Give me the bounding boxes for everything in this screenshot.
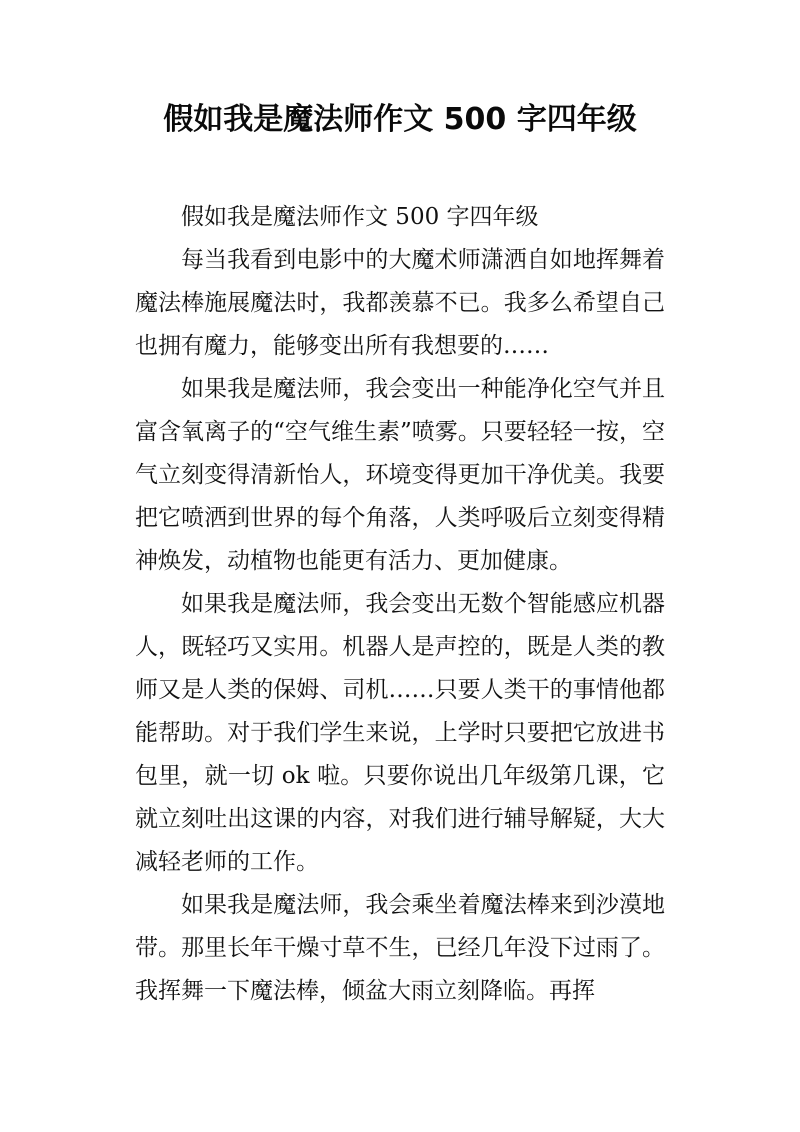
document-title: 假如我是魔法师作文 500 字四年级 [163, 102, 637, 137]
paragraph-robots: 如果我是魔法师，我会变出无数个智能感应机器人，既轻巧又实用。机器人是声控的，既是人类的教师又是人类的保姆、司机……只要人类干的事情他都能帮助。对于我们学生来说，上学时只要把它放进书包里，就一切 ok 啦。只要你说出几年级第几课，它就立刻吐出这课的内容，对我们进行辅导解疑，大大减轻老师的工作。 [135, 591, 665, 875]
paragraph-air-vitamin: 如果我是魔法师，我会变出一种能净化空气并且富含氧离子的“空气维生素”喷雾。只要轻轻一按，空气立刻变得清新怡人，环境变得更加干净优美。我要把它喷洒到世界的每个角落，人类呼吸后立刻变得精神焕发，动植物也能更有活力、更加健康。 [135, 376, 665, 574]
paragraph-intro: 每当我看到电影中的大魔术师潇洒自如地挥舞着魔法棒施展魔法时，我都羡慕不已。我多么希望自己也拥有魔力，能够变出所有我想要的…… [135, 247, 665, 359]
paragraph-subtitle: 假如我是魔法师作文 500 字四年级 [181, 204, 539, 230]
paragraph-desert: 如果我是魔法师，我会乘坐着魔法棒来到沙漠地带。那里长年干燥寸草不生，已经几年没下过雨了。我挥舞一下魔法棒，倾盆大雨立刻降临。再挥 [135, 892, 665, 1004]
document-body [135, 196, 665, 1013]
